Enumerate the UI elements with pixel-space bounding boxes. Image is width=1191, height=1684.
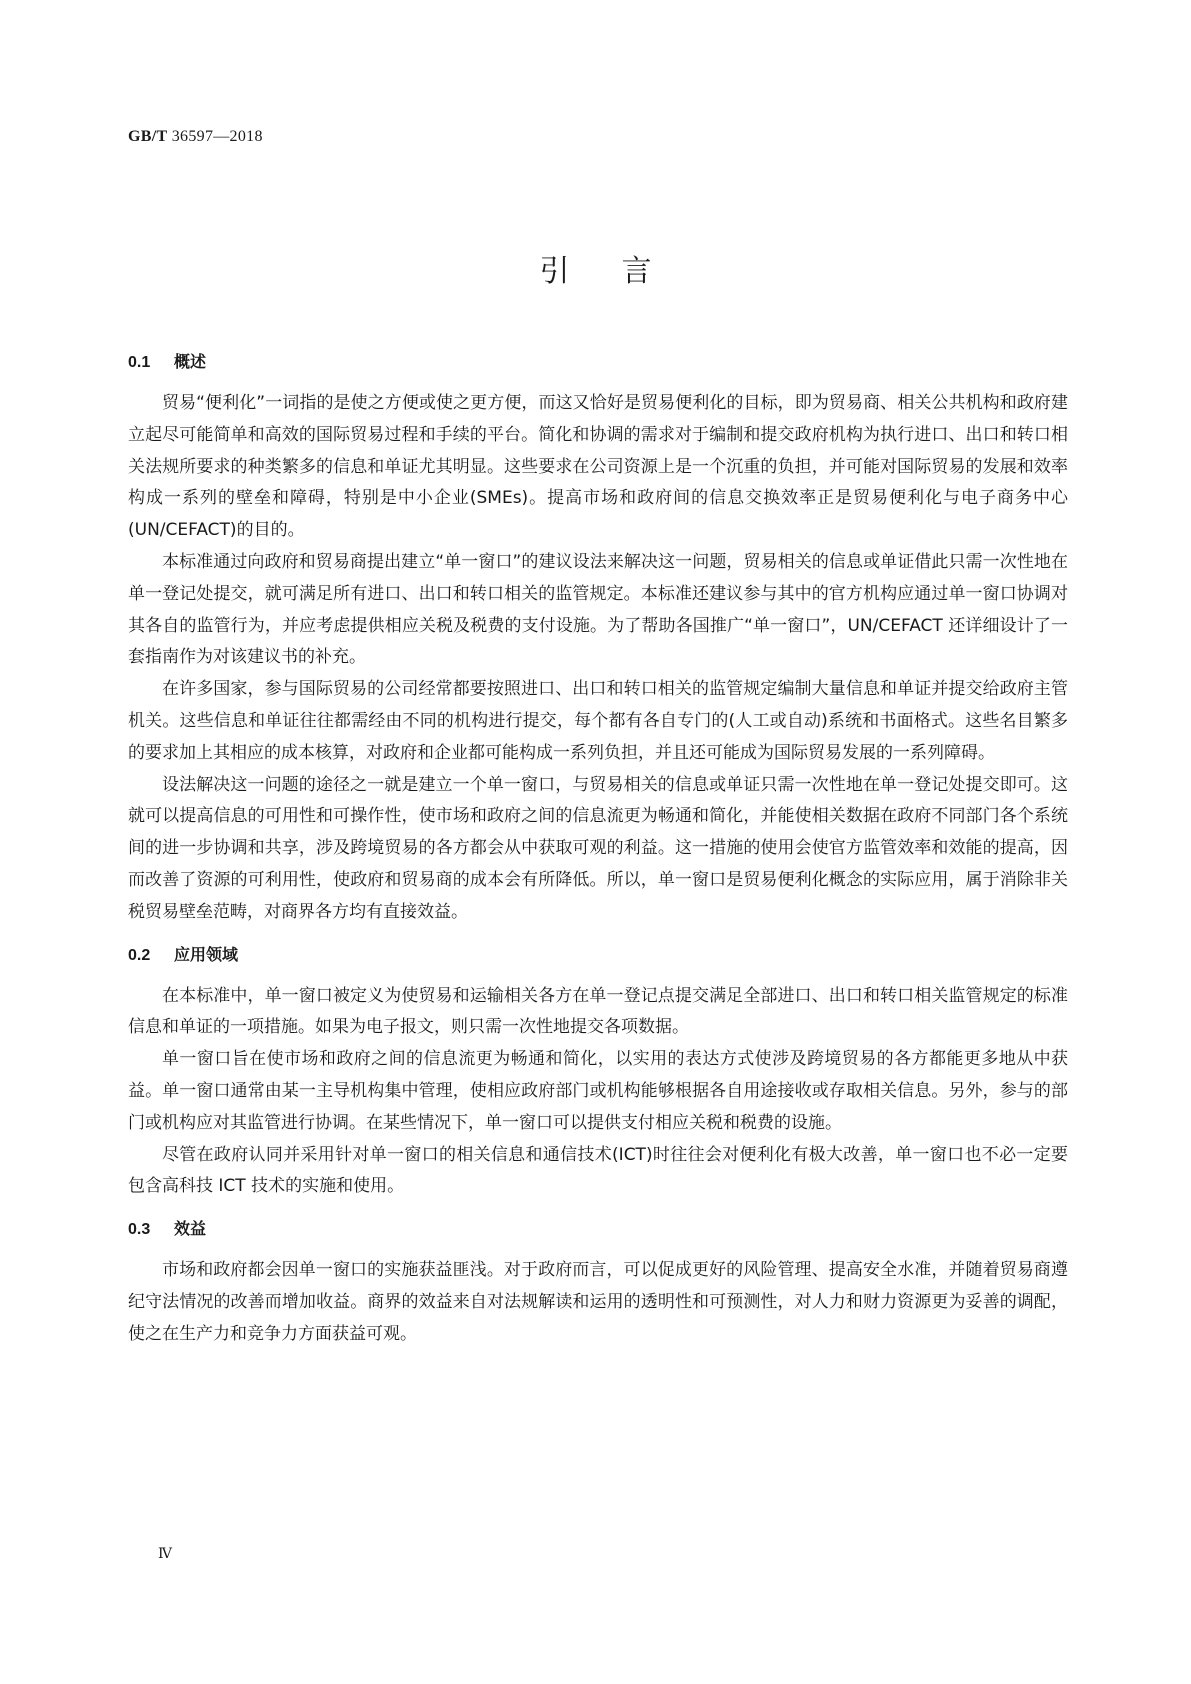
paragraph: 本标准通过向政府和贸易商提出建立“单一窗口”的建议设法来解决这一问题，贸易相关的信息或单证借此只需一次性地在单一登记处提交，就可满足所有进口、出口和转口相关的监管规定。本标准还建议参与其中的官方机构应通过单一窗口协调对其各自的监管行为，并应考虑提供相应关税及税费的支付设施。为了帮助各国推广“单一窗口”，UN/CEFACT 还详细设计了一套指南作为对该建议书的补充。 xyxy=(128,551,1068,668)
standard-code-number: 36597—2018 xyxy=(171,128,263,145)
section-overview xyxy=(128,350,1068,929)
section-title: 应用领域 xyxy=(174,944,239,964)
section-heading xyxy=(128,350,1068,374)
paragraph: 尽管在政府认同并采用针对单一窗口的相关信息和通信技术(ICT)时往往会对便利化有极大改善，单一窗口也不必一定要包含高科技 ICT 技术的实施和使用。 xyxy=(128,1144,1068,1197)
section-number: 0.1 xyxy=(128,354,151,371)
paragraph: 在许多国家，参与国际贸易的公司经常都要按照进口、出口和转口相关的监管规定编制大量信息和单证并提交给政府主管机关。这些信息和单证往往都需经由不同的机构进行提交，每个都有各自专门的(人工或自动)系统和书面格式。这些名目繁多的要求加上其相应的成本核算，对政府和企业都可能构成一系列负担，并且还可能成为国际贸易发展的一系列障碍。 xyxy=(128,679,1068,763)
section-title: 效益 xyxy=(174,1219,207,1239)
section-application-field xyxy=(128,943,1068,1204)
paragraph: 单一窗口旨在使市场和政府之间的信息流更为畅通和简化，以实用的表达方式使涉及跨境贸易的各方都能更多地从中获益。单一窗口通常由某一主导机构集中管理，使相应政府部门或机构能够根据各自用途接收或存取相关信息。另外，参与的部门或机构应对其监管进行协调。在某些情况下，单一窗口可以提供支付相应关税和税费的设施。 xyxy=(128,1049,1068,1133)
paragraph: 在本标准中，单一窗口被定义为使贸易和运输相关各方在单一登记点提交满足全部进口、出口和转口相关监管规定的标准信息和单证的一项措施。如果为电子报文，则只需一次性地提交各项数据。 xyxy=(128,985,1068,1038)
section-number: 0.2 xyxy=(128,946,151,964)
standard-code xyxy=(128,128,263,146)
standard-code-prefix: GB/T xyxy=(128,128,168,145)
section-title: 概述 xyxy=(174,352,207,371)
paragraph: 设法解决这一问题的途径之一就是建立一个单一窗口，与贸易相关的信息或单证只需一次性地在单一登记处提交即可。这就可以提高信息的可用性和可操作性，使市场和政府之间的信息流更为畅通和简化，并能使相关数据在政府不同部门各个系统间的进一步协调和共享，涉及跨境贸易的各方都会从中获取可观的利益。这一措施的使用会使官方监管效率和效能的提高，因而改善了资源的可利用性，使政府和贸易商的成本会有所降低。所以，单一窗口是贸易便利化概念的实际应用，属于消除非关税贸易壁垒范畴，对商界各方均有直接效益。 xyxy=(128,774,1068,922)
page-title: 引言 xyxy=(539,254,704,290)
paragraph: 市场和政府都会因单一窗口的实施获益匪浅。对于政府而言，可以促成更好的风险管理、提高安全水准，并随着贸易商遵纪守法情况的改善而增加收益。商界的效益来自对法规解读和运用的透明性和可预测性，对人力和财力资源更为妥善的调配，使之在生产力和竞争力方面获益可观。 xyxy=(128,1260,1068,1344)
section-heading xyxy=(128,943,1068,967)
section-number: 0.3 xyxy=(128,1221,151,1239)
main-content xyxy=(128,350,1068,1365)
section-heading xyxy=(128,1217,1068,1241)
paragraph: 贸易“便利化”一词指的是使之方便或使之更方便，而这又恰好是贸易便利化的目标，即为贸易商、相关公共机构和政府建立起尽可能简单和高效的国际贸易过程和手续的平台。简化和协调的需求对于编制和提交政府机构为执行进口、出口和转口相关法规所要求的种类繁多的信息和单证尤其明显。这些要求在公司资源上是一个沉重的负担，并可能对国际贸易的发展和效率构成一系列的壁垒和障碍，特别是中小企业(SMEs)。提高市场和政府间的信息交换效率正是贸易便利化与电子商务中心(UN/CEFACT)的目的。 xyxy=(128,393,1068,541)
page-number: Ⅳ xyxy=(158,1547,172,1562)
section-benefits xyxy=(128,1217,1068,1350)
